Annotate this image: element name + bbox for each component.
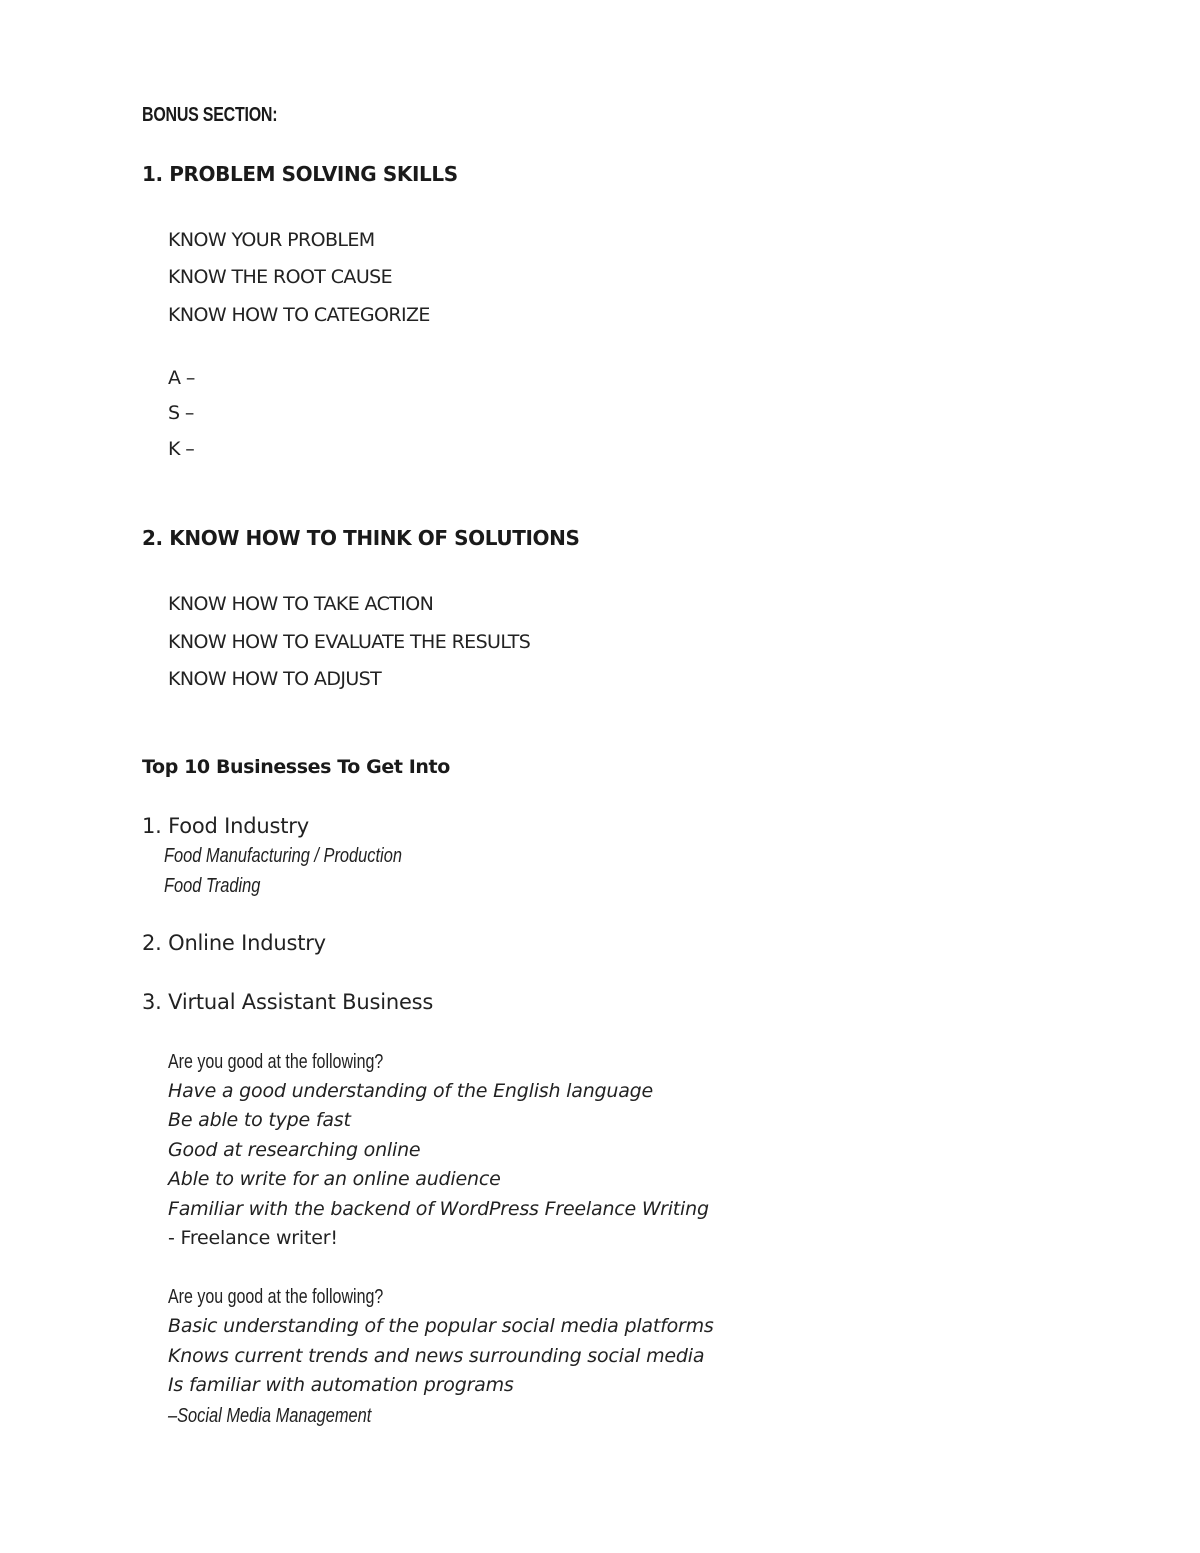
food-subitem: Food Manufacturing / Production [164,845,402,867]
section-2-heading: 2. KNOW HOW TO THINK OF SOLUTIONS [142,526,580,550]
section-1-heading: 1. PROBLEM SOLVING SKILLS [142,162,458,186]
va-question: Are you good at the following? [168,1286,384,1308]
section-1-item: KNOW THE ROOT CAUSE [168,266,392,288]
va-question: Are you good at the following? [168,1051,384,1073]
ask-letter-k: K – [168,438,195,460]
business-item-virtual-assistant: 3. Virtual Assistant Business [142,990,434,1014]
va-skill-line: Able to write for an online audience [168,1168,501,1190]
va-skill-line: Have a good understanding of the English language [168,1080,654,1102]
bonus-section-title: BONUS SECTION: [142,104,278,126]
food-subitem: Food Trading [164,875,261,897]
va-skill-line: Good at researching online [168,1139,421,1161]
business-item-food: 1. Food Industry [142,814,309,838]
section-2-item: KNOW HOW TO EVALUATE THE RESULTS [168,631,531,653]
ask-letter-s: S – [168,402,194,424]
business-item-online: 2. Online Industry [142,931,326,955]
section-2-item: KNOW HOW TO ADJUST [168,668,382,690]
va-skill-line: Basic understanding of the popular social media platforms [168,1315,714,1337]
section-1-item: KNOW HOW TO CATEGORIZE [168,304,430,326]
va-skill-line: Familiar with the backend of WordPress Freelance Writing [168,1198,709,1220]
va-skill-line: Be able to type fast [168,1109,351,1131]
va-result: - Freelance writer! [168,1227,338,1249]
va-skill-line: Is familiar with automation programs [168,1374,514,1396]
businesses-heading: Top 10 Businesses To Get Into [142,756,450,778]
ask-letter-a: A – [168,367,195,389]
va-result: –Social Media Management [168,1405,372,1427]
va-skill-line: Knows current trends and news surrounding social media [168,1345,705,1367]
section-1-item: KNOW YOUR PROBLEM [168,229,375,251]
section-2-item: KNOW HOW TO TAKE ACTION [168,593,434,615]
